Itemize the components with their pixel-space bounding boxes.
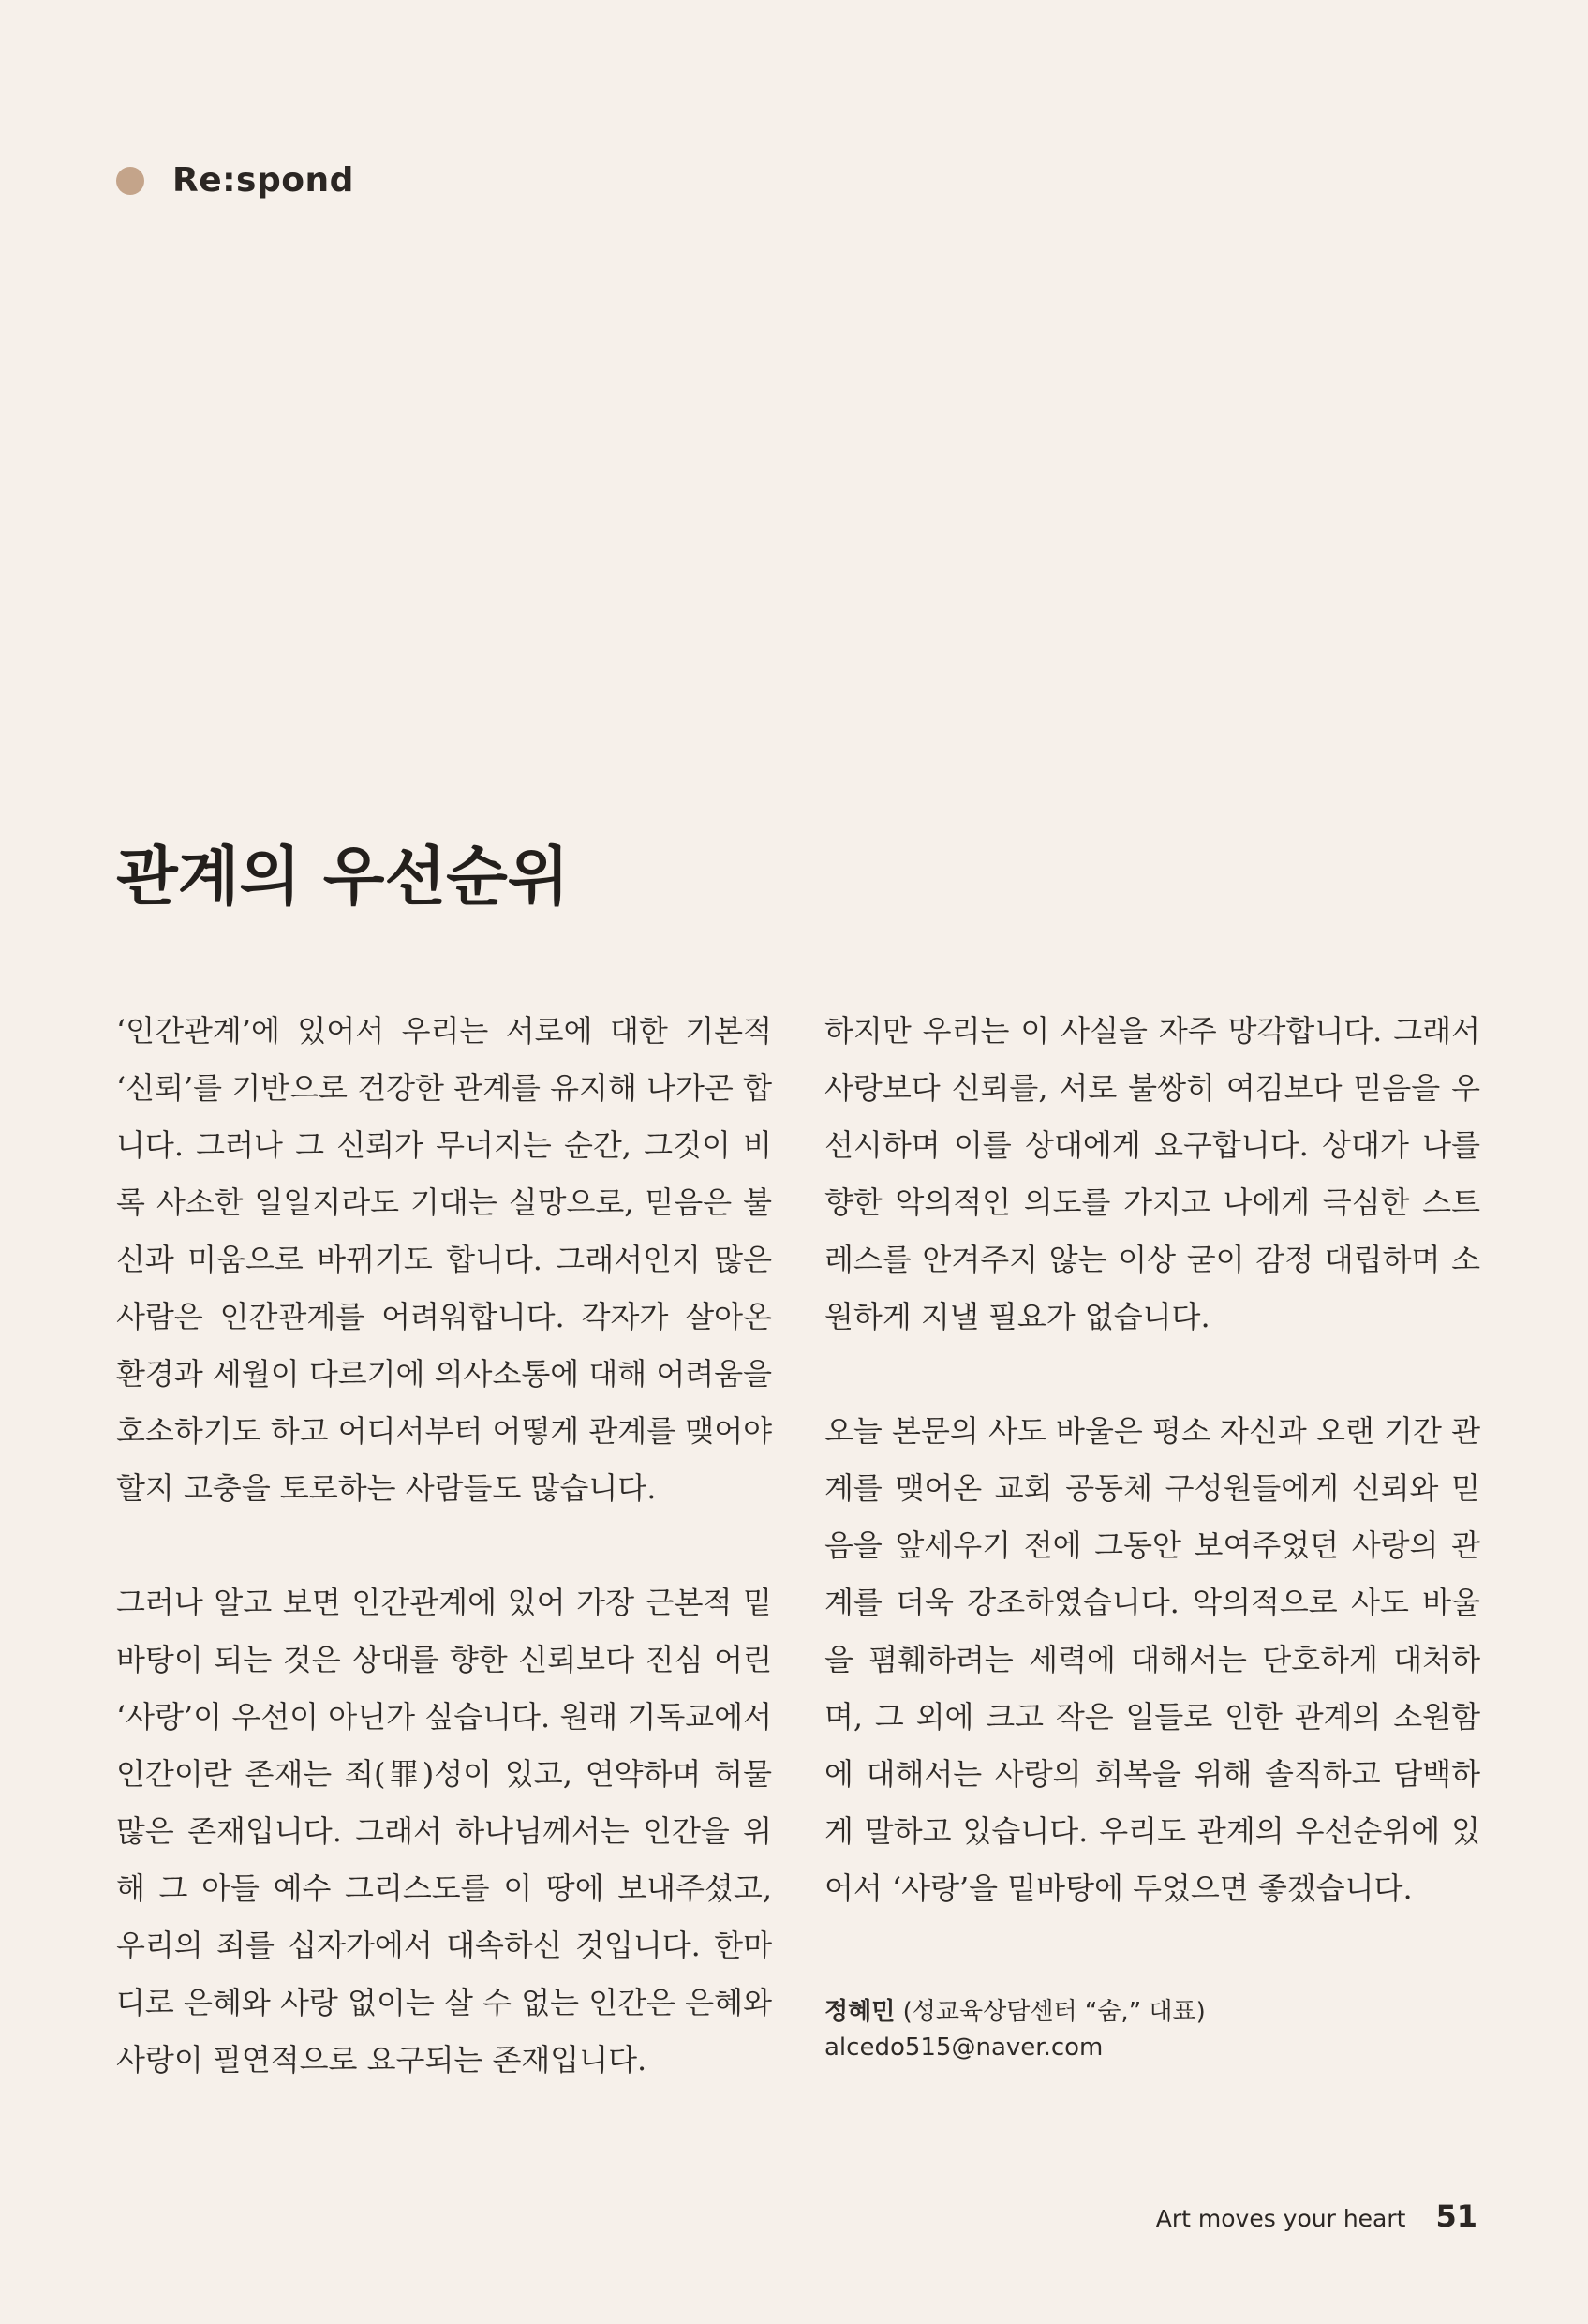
body-paragraph: 하지만 우리는 이 사실을 자주 망각합니다. 그래서 사랑보다 신뢰를, 서로 불쌍히 여김보다 믿음을 우선시하며 이를 상대에게 요구합니다. 상대가 나를 향한 악의적인 의도를 가지고 나에게 극심한 스트레스를 안겨주지 않는 이상 굳이 감정 대립하며 소원하게 지낼 필요가 없습니다. <box>824 1013 1480 1334</box>
left-column <box>116 1003 772 2089</box>
body-paragraph: ‘인간관계’에 있어서 우리는 서로에 대한 기본적 ‘신뢰’를 기반으로 건강한 관계를 유지해 나가곤 합니다. 그러나 그 신뢰가 무너지는 순간, 그것이 비록 사소한 일일지라도 기대는 실망으로, 믿음은 불신과 미움으로 바뀌기도 합니다. 그래서인지 많은 사람은 인간관계를 어려워합니다. 각자가 살아온 환경과 세월이 다르기에 의사소통에 대해 어려움을 호소하기도 하고 어디서부터 어떻게 관계를 맺어야 할지 고충을 토로하는 사람들도 많습니다. <box>116 1013 773 1506</box>
paragraph-gap <box>824 1346 1480 1403</box>
footer-tagline: Art moves your heart <box>1155 2205 1406 2232</box>
page-footer <box>1156 2198 1477 2234</box>
body-paragraph: 그러나 알고 보면 인간관계에 있어 가장 근본적 밑바탕이 되는 것은 상대를 향한 신뢰보다 진심 어린 ‘사랑’이 우선이 아닌가 싶습니다. 원래 기독교에서 인간이란 존재는 죄(罪)성이 있고, 연약하며 허물 많은 존재입니다. 그래서 하나님께서는 인간을 위해 그 아들 예수 그리스도를 이 땅에 보내주셨고, 우리의 죄를 십자가에서 대속하신 것입니다. 한마디로 은혜와 사랑 없이는 살 수 없는 인간은 은혜와 사랑이 필연적으로 요구되는 존재입니다. <box>116 1585 772 2078</box>
author-email: alcedo515@naver.com <box>824 2034 1104 2062</box>
author-name: 정혜민 <box>824 1998 896 2026</box>
author-role: (성교육상담센터 “숨,” 대표) <box>902 1998 1206 2026</box>
section-dot-icon <box>116 167 144 195</box>
article-title: 관계의 우선순위 <box>116 841 570 915</box>
right-column <box>824 1003 1480 1917</box>
author-credit <box>824 1994 1480 2065</box>
body-paragraph: 오늘 본문의 사도 바울은 평소 자신과 오랜 기간 관계를 맺어온 교회 공동체 구성원들에게 신뢰와 믿음을 앞세우기 전에 그동안 보여주었던 사랑의 관계를 더욱 강조하였습니다. 악의적으로 사도 바울을 폄훼하려는 세력에 대해서는 단호하게 대처하며, 그 외에 크고 작은 일들로 인한 관계의 소원함에 대해서는 사랑의 회복을 위해 솔직하고 담백하게 말하고 있습니다. 우리도 관계의 우선순위에 있어서 ‘사랑’을 밑바탕에 두었으면 좋겠습니다. <box>824 1413 1480 1906</box>
section-tag <box>116 161 354 200</box>
page-number: 51 <box>1435 2198 1477 2234</box>
paragraph-gap <box>116 1517 772 1574</box>
section-label: Re:spond <box>172 161 354 200</box>
